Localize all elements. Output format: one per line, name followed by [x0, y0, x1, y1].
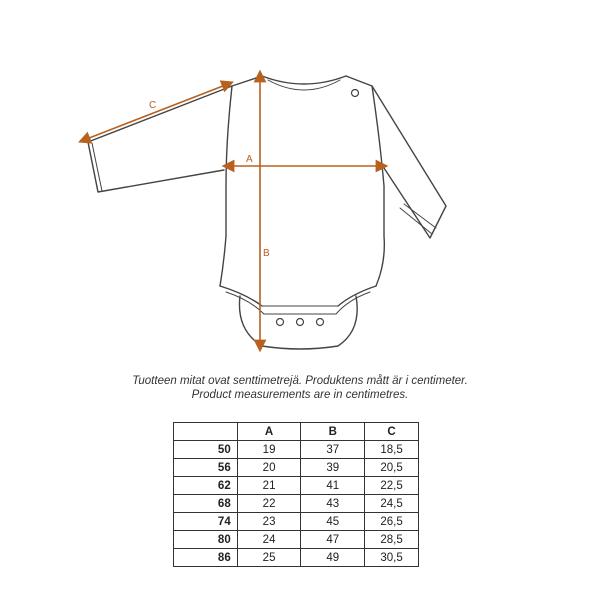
size-cell: 62: [174, 477, 238, 495]
table-row: [174, 549, 419, 567]
value-cell: 24: [237, 531, 301, 549]
size-cell: 80: [174, 531, 238, 549]
table-row: [174, 531, 419, 549]
value-cell: 24,5: [365, 495, 419, 513]
label-c: C: [149, 100, 157, 111]
left-leg-opening: [220, 286, 262, 306]
left-sleeve: [88, 76, 262, 192]
value-cell: 18,5: [365, 441, 419, 459]
caption-finnish-swedish: Tuotteen mitat ovat senttimetrejä. Produktens mått är i centimeter.: [132, 375, 468, 387]
size-table: [173, 422, 419, 567]
size-cell: 50: [174, 441, 238, 459]
label-b: B: [263, 248, 270, 259]
label-a: A: [246, 154, 253, 165]
value-cell: 45: [301, 513, 365, 531]
header-b: B: [301, 423, 365, 441]
value-cell: 28,5: [365, 531, 419, 549]
value-cell: 26,5: [365, 513, 419, 531]
value-cell: 30,5: [365, 549, 419, 567]
value-cell: 22: [237, 495, 301, 513]
size-cell: 56: [174, 459, 238, 477]
caption-english: Product measurements are in centimetres.: [191, 389, 409, 401]
value-cell: 25: [237, 549, 301, 567]
value-cell: 41: [301, 477, 365, 495]
size-cell: 86: [174, 549, 238, 567]
table-header-row: [174, 423, 419, 441]
value-cell: 20: [237, 459, 301, 477]
value-cell: 19: [237, 441, 301, 459]
right-sleeve: [346, 76, 446, 238]
body-left-side: [220, 86, 232, 286]
value-cell: 39: [301, 459, 365, 477]
table-row: [174, 495, 419, 513]
value-cell: 47: [301, 531, 365, 549]
table-row: [174, 477, 419, 495]
snap-buttons: [277, 319, 324, 326]
table-row: [174, 441, 419, 459]
arrow-c: [84, 84, 228, 140]
table-row: [174, 513, 419, 531]
header-c: C: [365, 423, 419, 441]
header-size: [174, 423, 238, 441]
table-row: [174, 459, 419, 477]
value-cell: 23: [237, 513, 301, 531]
size-cell: 74: [174, 513, 238, 531]
value-cell: 21: [237, 477, 301, 495]
shoulder-snap: [352, 90, 359, 97]
value-cell: 43: [301, 495, 365, 513]
header-a: A: [237, 423, 301, 441]
value-cell: 37: [301, 441, 365, 459]
value-cell: 22,5: [365, 477, 419, 495]
value-cell: 49: [301, 549, 365, 567]
crotch-seam: [262, 306, 338, 314]
size-cell: 68: [174, 495, 238, 513]
value-cell: 20,5: [365, 459, 419, 477]
body-right-side: [372, 86, 384, 286]
